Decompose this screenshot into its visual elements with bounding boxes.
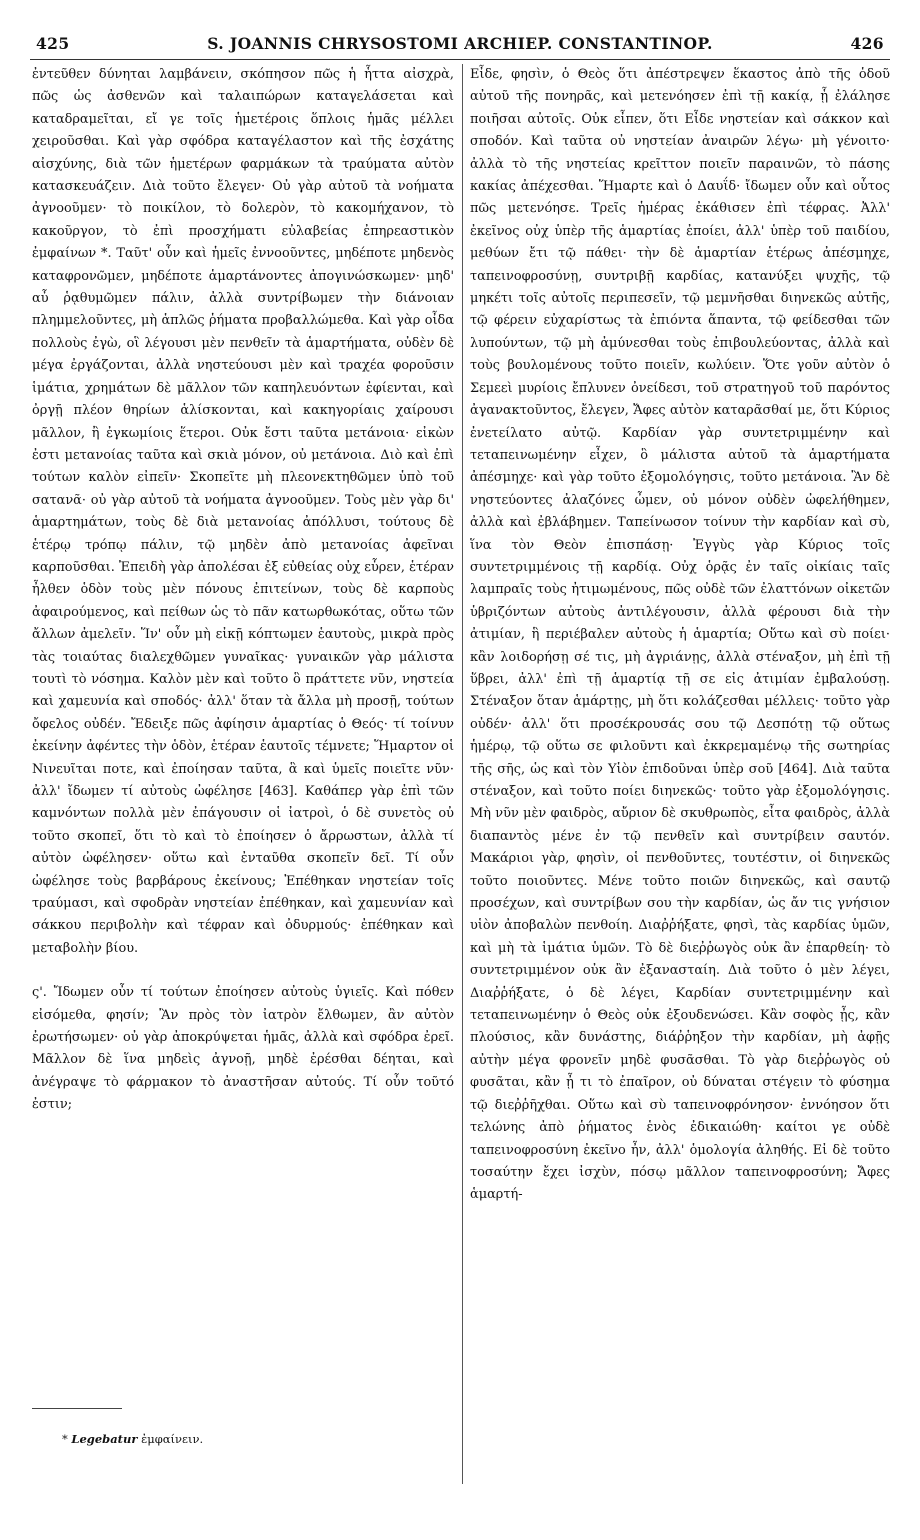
header-rule xyxy=(30,59,890,60)
running-header xyxy=(30,34,890,56)
left-column xyxy=(32,64,454,1117)
footnote-latin: Legebatur xyxy=(71,1432,138,1446)
page-number-right: 426 xyxy=(850,34,884,53)
right-column xyxy=(470,64,890,1207)
footnote-greek: ἐμφαίνειν. xyxy=(141,1432,204,1446)
column-divider xyxy=(462,64,463,1484)
page-number-left: 425 xyxy=(36,34,70,53)
right-paragraph-1: Εἶδε, φησὶν, ὁ Θεὸς ὅτι ἀπέστρεψεν ἕκαστος ἀπὸ τῆς ὁδοῦ αὐτοῦ τῆς πονηρᾶς, καὶ μετενόησεν ἐπὶ τῇ κακίᾳ, ᾗ ἐλάλησε ποιῆσαι αὐτοῖς. Οὐκ εἶπεν, ὅτι Εἶδε νηστείαν καὶ σάκκον καὶ σποδόν. Καὶ ταῦτα οὐ νηστείαν ἀναιρῶν λέγω· μὴ γένοιτο· ἀλλὰ τὸ τῆς νηστείας κρεῖττον ποιεῖν παραινῶν, τὸ πάσης κακίας ἀπέχεσθαι. Ἥμαρτε καὶ ὁ Δαυΐδ· ἴδωμεν οὖν καὶ οὗτος πῶς μετενόησε. Τρεῖς ἡμέρας ἐκάθισεν ἐπὶ τέφρας. Ἀλλ' ἐκεῖνος οὐχ ὑπὲρ τῆς ἁμαρτίας ἐποίει, ἀλλ' ὑπὲρ τοῦ παιδίου, μεθύων ἔτι τῷ πάθει· τὴν δὲ ἁμαρτίαν ἑτέρως ἀπέσμηχε, ταπεινοφροσύνῃ, συντριβῇ καρδίας, κατανύξει ψυχῆς, τῷ μηκέτι τοῖς αὐτοῖς περιπεσεῖν, τῷ μεμνῆσθαι διηνεκῶς αὐτῆς, τῷ φέρειν εὐχαρίστως τὰ ἐπιόντα ἅπαντα, τῷ φείδεσθαι τῶν λυπούντων, τῷ μὴ ἀμύνεσθαι τοὺς ἐπιβουλεύοντας, ἀλλὰ καὶ τοὺς βουλομένους τοῦτο ποιεῖν, κωλύειν. Ὅτε γοῦν αὐτὸν ὁ Σεμεεὶ μυρίοις ἔπλυνεν ὀνείδεσι, τοῦ στρατηγοῦ τοῦ παρόντος ἀγανακτοῦντος, ἔλεγεν, Ἄφες αὐτὸν καταρᾶσθαί με, ὅτι Κύριος ἐνετείλατο αὐτῷ. Καρδίαν γὰρ συντετριμμένην καὶ τεταπεινωμένην εἶχεν, ὃ μάλιστα αὐτοῦ τὰ ἁμαρτήματα ἀπέσμηχε· καὶ γὰρ τοῦτο ἐξομολόγησις, τοῦτο μετάνοια. Ἂν δὲ νηστεύοντες ἀλαζόνες ὦμεν, οὐ μόνον οὐδὲν ὠφελήθημεν, ἀλλὰ καὶ ἐβλάβημεν. Ταπείνωσον τοίνυν τὴν καρδίαν καὶ σὺ, ἵνα τὸν Θεὸν ἐπισπάσῃ· Ἐγγὺς γὰρ Κύριος τοῖς συντετριμμένοις τῇ καρδίᾳ. Οὐχ ὁρᾷς ἐν ταῖς οἰκίαις ταῖς λαμπραῖς τοὺς ἠτιμωμένους, πῶς οὐδὲ τῶν ἐλαττόνων οἰκετῶν ὑβριζόντων αὐτοὺς ἀντιλέγουσιν, ἀλλὰ φέρουσι διὰ τὴν ἀτιμίαν, ἣ περιέβαλεν αὐτοὺς ἡ ἁμαρτία; Οὕτω καὶ σὺ ποίει· κἂν λοιδορήσῃ σέ τις, μὴ ἀγριάνῃς, ἀλλὰ στέναξον, μὴ ἐπὶ τῇ ὕβρει, ἀλλ' ἐπὶ τῇ ἁμαρτίᾳ τῇ σε εἰς ἀτιμίαν ἐμβαλούσῃ. Στέναξον ὅταν ἁμάρτῃς, μὴ ὅτι κολάζεσθαι μέλλεις· τοῦτο γὰρ οὐδέν· ἀλλ' ὅτι προσέκρουσάς σου τῷ Δεσπότῃ τῷ οὕτως ἡμέρῳ, τῷ οὕτω σε φιλοῦντι καὶ ἐκκρεμαμένῳ τῆς σωτηρίας τῆς σῆς, ὡς καὶ τὸν Υἱὸν ἐπιδοῦναι ὑπὲρ σοῦ [464]. Διὰ ταῦτα στέναξον, καὶ τοῦτο ποίει διηνεκῶς· τοῦτο γὰρ ἐξομολόγησις. Μὴ νῦν μὲν φαιδρὸς, αὔριον δὲ σκυθρωπὸς, εἶτα φαιδρὸς, ἀλλὰ διαπαντὸς μένε ἐν τῷ πενθεῖν καὶ συντρίβειν σαυτόν. Μακάριοι γὰρ, φησὶν, οἱ πενθοῦντες, τουτέστιν, οἱ διηνεκῶς τοῦτο ποιοῦντες. Μένε τοῦτο ποιῶν διηνεκῶς, καὶ σαυτῷ προσέχων, καὶ συντρίβων σου τὴν καρδίαν, ὡς ἄν τις γνήσιον υἱὸν ἀποβαλὼν πενθοίη. Διαῤῥήξατε, φησὶ, τὰς καρδίας ὑμῶν, καὶ μὴ τὰ ἱμάτια ὑμῶν. Τὸ δὲ διεῤῥωγὸς οὐκ ἂν ἐπαρθείη· τὸ συντετριμμένον οὐκ ἂν ἐξανασταίη. Διὰ τοῦτο ὁ μὲν λέγει, Διαῤῥήξατε, ὁ δὲ λέγει, Καρδίαν συντετριμμένην καὶ τεταπεινωμένην ὁ Θεὸς οὐκ ἐξουδενώσει. Κἂν σοφὸς ᾖς, κἂν πλούσιος, κἂν δυνάστης, διάῤῥηξον τὴν καρδίαν, μὴ ἀφῇς αὐτὴν μέγα φρονεῖν μηδὲ φυσᾶσθαι. Τὸ γὰρ διεῤῥωγὸς οὐ φυσᾶται, κἂν ᾖ τι τὸ ἐπαῖρον, οὐ δύναται στέγειν τὸ φύσημα τῷ διεῤῥῆχθαι. Οὕτω καὶ σὺ ταπεινοφρόνησον· ἐννόησον ὅτι τελώνης ἀπὸ ῥήματος ἑνὸς ἐδικαιώθη· καίτοι γε οὐδὲ ταπεινοφροσύνη ἐκεῖνο ἦν, ἀλλ' ὁμολογία ἀληθής. Εἰ δὲ τοῦτο τοσαύτην ἔχει ἰσχὺν, πόσῳ μᾶλλον ταπεινοφροσύνη; Ἄφες ἁμαρτή- xyxy=(470,67,890,1203)
footnote-rule xyxy=(32,1408,122,1409)
left-paragraph-1: ἐντεῦθεν δύνηται λαμβάνειν, σκόπησον πῶς ἡ ἧττα αἰσχρὰ, πῶς ὡς ἀσθενῶν καὶ ταλαιπώρων καταγελάσεται καὶ καταδραμεῖται, εἴ γε τοῖς ἡμετέροις ὅπλοις ἡμᾶς μέλλει χειροῦσθαι. Καὶ γὰρ σφόδρα καταγέλαστον καὶ τῆς ἐσχάτης αἰσχύνης, διὰ τῶν ἡμετέρων φαρμάκων τὰ τραύματα αὐτὸν κατασκευάζειν. Διὰ τοῦτο ἔλεγεν· Οὐ γὰρ αὐτοῦ τὰ νοήματα ἀγνοοῦμεν· τὸ ποικίλον, τὸ δολερὸν, τὸ κακομήχανον, τὸ κακοῦργον, τὸ ἐπὶ προσχήματι εὐλαβείας ἐπηρεαστικὸν ἐμφαίνων *. Ταῦτ' οὖν καὶ ἡμεῖς ἐννοοῦντες, μηδέποτε μηδενὸς καταφρονῶμεν, μηδέποτε ἁμαρτάνοντες ἀπογινώσκωμεν· μηδ' αὖ ῥᾳθυμῶμεν πάλιν, ἀλλὰ συντρίβωμεν τὴν διάνοιαν πλημμελοῦντες, μὴ ἁπλῶς ῥήματα προβαλλώμεθα. Καὶ γὰρ οἶδα πολλοὺς ἐγὼ, οἳ λέγουσι μὲν πενθεῖν τὰ ἁμαρτήματα, οὐδὲν δὲ μέγα ἐργάζονται, ἀλλὰ νηστεύουσι μὲν καὶ τραχέα φοροῦσιν ἱμάτια, χρημάτων δὲ μᾶλλον τῶν καπηλευόντων ἐφίενται, καὶ ὀργῇ πλέον θηρίων ἁλίσκονται, καὶ κακηγορίαις χαίρουσι μᾶλλον, ἢ ἐγκωμίοις ἕτεροι. Οὐκ ἔστι ταῦτα μετάνοια· εἰκὼν ἐστι μετανοίας ταῦτα καὶ σκιὰ μόνον, οὐ μετάνοια. Διὸ καὶ ἐπὶ τούτων καλὸν εἰπεῖν· Σκοπεῖτε μὴ πλεονεκτηθῶμεν ὑπὸ τοῦ σατανᾶ· οὐ γὰρ αὐτοῦ τὰ νοήματα ἀγνοοῦμεν. Τοὺς μὲν γὰρ δι' ἁμαρτημάτων, τοὺς δὲ διὰ μετανοίας ἀπόλλυσι, τούτους δὲ ἑτέρῳ τρόπῳ πάλιν, τῷ μηδὲν ἀπὸ μετανοίας ἀφεῖναι καρποῦσθαι. Ἐπειδὴ γὰρ ἀπολέσαι ἐξ εὐθείας οὐχ εὗρεν, ἑτέραν ἦλθεν ὁδὸν τοὺς μὲν πόνους ἐπιτείνων, τοὺς δὲ καρποὺς ἀφαιρούμενος, καὶ πείθων ὡς τὸ πᾶν κατωρθωκότας, οὕτω τῶν ἄλλων ἀμελεῖν. Ἵν' οὖν μὴ εἰκῇ κόπτωμεν ἑαυτοὺς, μικρὰ πρὸς τὰς τοιαύτας διαλεχθῶμεν γυναῖκας· γυναικῶν γὰρ μάλιστα τουτὶ τὸ νόσημα. Καλὸν μὲν καὶ τοῦτο ὃ πράττετε νῦν, νηστεία καὶ χαμευνία καὶ σποδός· ἀλλ' ὅταν τὰ ἄλλα μὴ προσῇ, τούτων ὄφελος οὐδέν. Ἔδειξε πῶς ἀφίησιν ἁμαρτίας ὁ Θεός· τί τοίνυν ἐκείνην ἀφέντες τὴν ὁδὸν, ἑτέραν ἑαυτοῖς τέμνετε; Ἥμαρτον οἱ Νινευῖται ποτε, καὶ ἐποίησαν ταῦτα, ἃ καὶ ὑμεῖς ποιεῖτε νῦν· ἀλλ' ἴδωμεν τί αὐτοὺς ὠφέλησε [463]. Καθάπερ γὰρ ἐπὶ τῶν καμνόντων πολλὰ μὲν ἐπάγουσιν οἱ ἰατροὶ, ὁ δὲ συνετὸς οὐ τοῦτο σκοπεῖ, ὅτι τὸ καὶ τὸ ἐποίησεν ὁ ἄρρωστων, ἀλλὰ τί αὐτὸν ὠφέλησεν· οὕτω καὶ ἐνταῦθα σκοπεῖν δεῖ. Τί οὖν ὠφέλησε τοὺς βαρβάρους ἐκείνους; Ἐπέθηκαν νηστείαν τοῖς τραύμασι, καὶ σφοδρὰν νηστείαν ἐπέθηκαν, καὶ χαμευνίαν καὶ σάκκου περιβολὴν καὶ τέφραν καὶ ὀδυρμούς· ἐπέθηκαν καὶ μεταβολὴν βίου. xyxy=(32,67,454,956)
footnote xyxy=(62,1432,203,1446)
left-paragraph-2: ς'. Ἴδωμεν οὖν τί τούτων ἐποίησεν αὐτοὺς ὑγιεῖς. Καὶ πόθεν εἰσόμεθα, φησίν; Ἂν πρὸς τὸν ἰατρὸν ἔλθωμεν, ἂν αὐτὸν ἐρωτήσωμεν· οὐ γὰρ ἀποκρύψεται ἡμᾶς, ἀλλὰ καὶ σφόδρα ἐρεῖ. Μᾶλλον δὲ ἵνα μηδεὶς ἀγνοῇ, μηδὲ ἐρέσθαι δέηται, καὶ ἀνέγραψε τὸ φάρμακον τὸ ἀναστῆσαν αὐτούς. Τί οὖν τοῦτό ἐστιν; xyxy=(32,985,454,1113)
footnote-marker: * xyxy=(62,1432,68,1446)
running-title: S. JOANNIS CHRYSOSTOMI ARCHIEP. CONSTANTINOP. xyxy=(207,34,713,53)
